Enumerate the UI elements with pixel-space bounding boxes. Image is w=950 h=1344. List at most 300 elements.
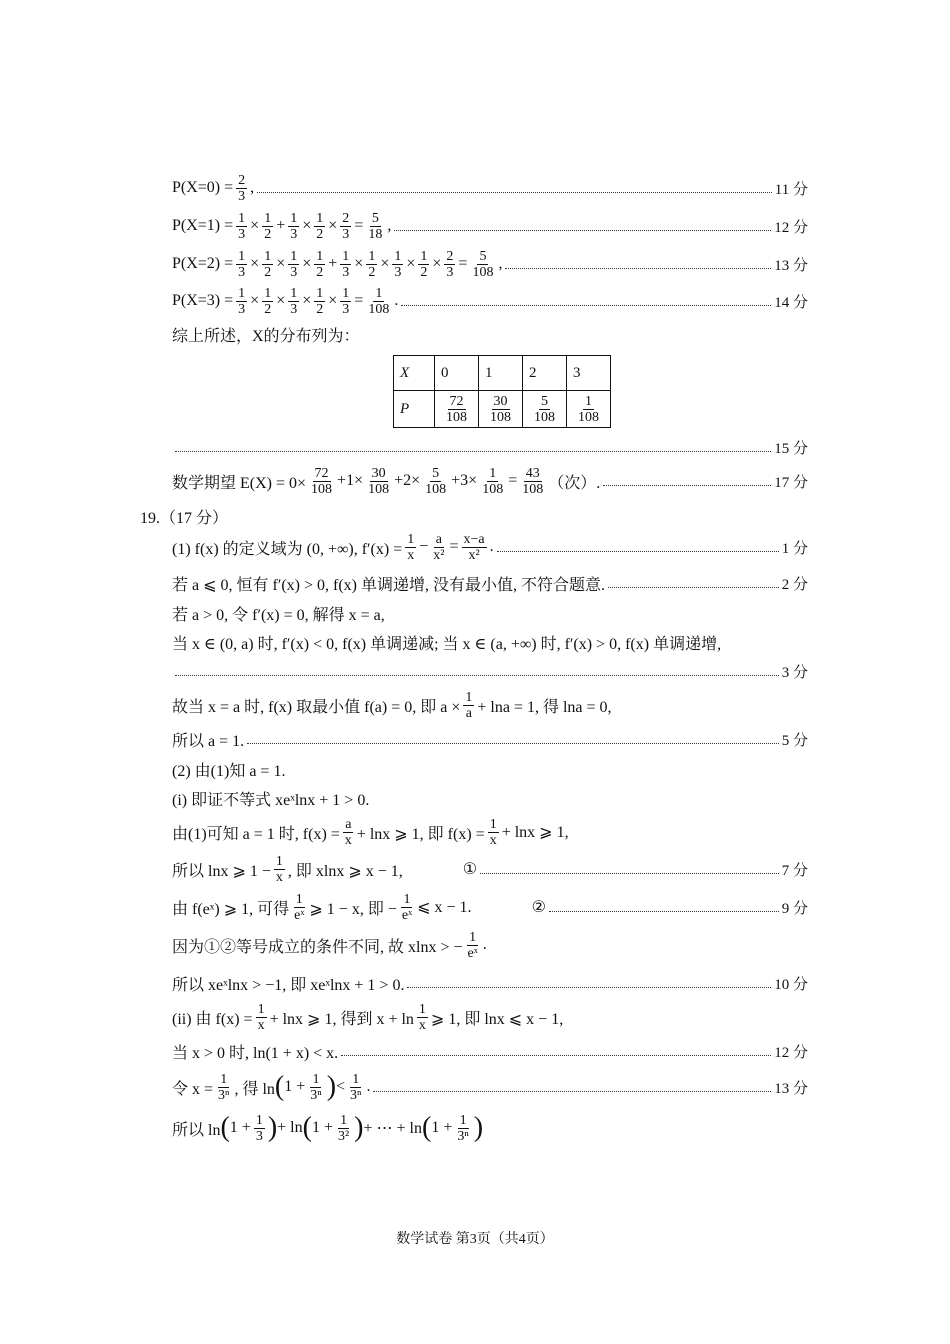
fraction (366, 211, 384, 242)
denominator: 2 (420, 264, 428, 280)
math-text: = (458, 255, 468, 272)
fraction (463, 690, 474, 721)
score-label: 5 分 (781, 732, 808, 749)
numerator: 1 (585, 393, 592, 409)
math-text: 所以 xeˣlnx > −1, 即 xeˣlnx + 1 > 0. (172, 976, 405, 994)
numerator: 2 (446, 248, 454, 264)
solution-line (172, 965, 808, 1001)
denominator: 3 (290, 301, 298, 317)
math-text: × (250, 292, 260, 309)
line-content (172, 602, 385, 625)
line-content (172, 728, 244, 751)
math-text: + lnx ⩾ 1, (501, 824, 569, 841)
fraction (444, 249, 455, 280)
line-content (172, 854, 403, 885)
fraction (392, 249, 403, 280)
fraction (418, 249, 429, 280)
fraction (340, 211, 351, 242)
fraction (254, 1113, 265, 1144)
numerator: 1 (368, 248, 376, 264)
numerator: a (345, 816, 352, 832)
math-text: P(X=1) = (172, 217, 234, 234)
fraction (308, 1072, 323, 1103)
denominator: 2 (264, 226, 272, 242)
math-text: < (336, 1078, 346, 1095)
line-content (172, 1072, 370, 1103)
fraction (488, 817, 499, 848)
numerator: 1 (238, 285, 246, 301)
line-content (172, 323, 360, 346)
numerator: 30 (493, 393, 508, 409)
score-label: 17 分 (774, 474, 808, 491)
denominator: 108 (472, 264, 494, 280)
denominator: 3 (290, 264, 298, 280)
numerator: 72 (314, 465, 329, 481)
denominator: 108 (425, 481, 447, 497)
solution-line (172, 687, 808, 723)
fraction (576, 394, 601, 425)
table-cell: 2 (523, 356, 567, 391)
solution-line (172, 246, 808, 282)
numerator: 1 (290, 285, 298, 301)
numerator: 1 (394, 248, 402, 264)
denominator: 108 (534, 409, 555, 425)
math-text: P(X=0) = (172, 179, 234, 196)
line-content (172, 173, 254, 204)
line-content (172, 1002, 563, 1033)
fraction (455, 1113, 470, 1144)
math-text: 因为①②等号成立的条件不同, 故 xlnx > − (172, 938, 463, 956)
table-cell (435, 391, 479, 428)
fraction (236, 286, 247, 317)
math-text: + lnx ⩾ 1, 即 f(x) = (356, 825, 485, 843)
fraction (314, 286, 325, 317)
math-text: + ⋯ + ln (363, 1120, 422, 1137)
math-text: 1 + (311, 1119, 333, 1136)
fraction (417, 1002, 428, 1033)
denominator: 18 (368, 226, 383, 242)
solution-line (172, 1033, 808, 1069)
denominator: 3 (342, 264, 350, 280)
math-text: 1 + (431, 1119, 453, 1136)
numerator: 1 (407, 531, 415, 547)
numerator: 1 (220, 1071, 228, 1087)
table-cell: 0 (435, 356, 479, 391)
denominator: 3 (255, 1128, 263, 1144)
math-text: (1) f(x) 的定义域为 (0, +∞), f′(x) = (172, 540, 403, 558)
denominator: 3 (394, 264, 402, 280)
line-content (172, 1040, 338, 1063)
equation-marker: ① (462, 861, 478, 878)
table-cell: X (394, 356, 435, 391)
line-content (172, 631, 721, 654)
table-cell (523, 391, 567, 428)
math-text: × (302, 255, 312, 272)
math-text: ⩾ 1 − x, 即 − (309, 900, 397, 918)
math-text: ⩽ x − 1. (417, 899, 472, 916)
numerator: 1 (403, 891, 411, 907)
math-text: = (354, 292, 364, 309)
denominator: x (275, 869, 283, 885)
math-text: , (387, 217, 392, 234)
denominator: x² (433, 547, 445, 563)
math-text: +2× (394, 472, 421, 489)
math-text: × (302, 292, 312, 309)
bracket: ( (422, 1112, 432, 1143)
page-footer: 数学试卷 第3页（共4页） (396, 1232, 554, 1247)
denominator: 3 (446, 264, 454, 280)
dot-leader (401, 304, 771, 306)
math-text: 1 + (229, 1119, 251, 1136)
equation-marker: ② (531, 899, 546, 916)
denominator: 108 (490, 409, 511, 425)
line-content (172, 466, 600, 497)
math-text: （次）. (548, 474, 601, 492)
denominator: 3² (337, 1128, 350, 1144)
math-text: 由(1)可知 a = 1 时, f(x) = (172, 825, 340, 843)
table-cell (567, 391, 611, 428)
numerator: 30 (371, 465, 386, 481)
denominator: 2 (264, 264, 272, 280)
numerator: 1 (257, 1001, 265, 1017)
dot-leader (480, 872, 779, 874)
dot-leader (608, 586, 779, 588)
fraction (314, 249, 325, 280)
math-text: = (508, 472, 518, 489)
denominator: x (418, 1017, 426, 1033)
dot-leader (373, 1090, 771, 1092)
math-text: 所以 ln (172, 1121, 221, 1139)
solution-line (172, 780, 808, 816)
fraction (262, 249, 273, 280)
score-label: 12 分 (774, 1044, 808, 1061)
numerator: 1 (489, 465, 497, 481)
math-text: P(X=3) = (172, 292, 234, 309)
solution-line (172, 429, 808, 465)
math-text: 19.（17 分） (140, 509, 229, 527)
bracket: ( (302, 1112, 312, 1143)
line-content (172, 930, 487, 961)
denominator: 108 (368, 481, 390, 497)
numerator: 1 (295, 891, 303, 907)
math-text: 数学期望 E(X) = 0× (172, 474, 307, 492)
denominator: 108 (311, 481, 333, 497)
numerator: 1 (264, 285, 272, 301)
math-text: × (380, 255, 390, 272)
math-text: + (328, 255, 338, 272)
dot-leader (549, 910, 779, 912)
score-label: 11 分 (774, 181, 808, 198)
fraction (400, 892, 414, 923)
numerator: 1 (342, 285, 350, 301)
fraction (366, 249, 377, 280)
solution-line (172, 889, 808, 925)
math-text: 当 x > 0 时, ln(1 + x) < x. (172, 1044, 339, 1062)
denominator: 108 (522, 481, 544, 497)
numerator: 2 (238, 172, 246, 188)
denominator: 3 (342, 226, 350, 242)
numerator: 1 (375, 285, 383, 301)
math-text: × (276, 292, 286, 309)
denominator: eˣ (401, 907, 413, 923)
denominator: 3 (238, 226, 246, 242)
math-text: × (406, 255, 416, 272)
denominator: 2 (316, 301, 324, 317)
numerator: 1 (290, 210, 298, 226)
denominator: 2 (264, 301, 272, 317)
table-cell: P (394, 391, 435, 428)
dot-leader (407, 986, 771, 988)
dot-leader (257, 191, 772, 193)
math-text: = (354, 217, 364, 234)
math-text: , (498, 255, 503, 272)
fraction (343, 817, 354, 848)
fraction (470, 249, 495, 280)
fraction (262, 211, 273, 242)
fraction (236, 249, 247, 280)
denominator: 3 (342, 301, 350, 317)
fraction (480, 466, 505, 497)
score-label: 14 分 (774, 294, 808, 311)
math-text: × (250, 217, 260, 234)
math-text: × (432, 255, 442, 272)
denominator: 3 (238, 188, 246, 204)
math-text: (ii) 由 f(x) = (172, 1010, 253, 1028)
score-label: 2 分 (781, 576, 808, 593)
line-content (172, 249, 502, 280)
bracket: ( (220, 1112, 230, 1143)
line-content (172, 532, 494, 563)
denominator: x (344, 832, 352, 848)
fraction (488, 394, 513, 425)
dot-leader (497, 550, 779, 552)
score-label: 1 分 (781, 540, 808, 557)
math-text: − (419, 538, 429, 555)
math-text: 所以 lnx ⩾ 1 − (172, 862, 271, 880)
denominator: 108 (482, 481, 504, 497)
fraction (292, 892, 306, 923)
solution-line (172, 653, 808, 689)
dot-leader (175, 450, 771, 452)
solution-line (172, 463, 808, 499)
numerator: 1 (459, 1112, 467, 1128)
denominator: 108 (446, 409, 467, 425)
fraction (309, 466, 334, 497)
score-label: 13 分 (774, 257, 808, 274)
math-text: . (366, 1078, 371, 1095)
numerator: 1 (316, 248, 324, 264)
solution-line (172, 814, 808, 850)
line-content (172, 758, 285, 781)
numerator: 5 (479, 248, 487, 264)
bracket: ) (354, 1112, 364, 1143)
denominator: 3 (238, 301, 246, 317)
numerator: 5 (541, 393, 548, 409)
bracket: ) (326, 1071, 337, 1102)
math-text: = (449, 538, 459, 555)
fraction (462, 532, 487, 563)
table-cell: 1 (479, 356, 523, 391)
solution-line (172, 1110, 808, 1146)
numerator: 1 (238, 210, 246, 226)
denominator: 2 (316, 264, 324, 280)
score-label: 13 分 (774, 1080, 808, 1097)
solution-line (172, 316, 808, 352)
math-text: 所以 a = 1. (172, 732, 245, 750)
fraction (288, 211, 299, 242)
denominator: eˣ (294, 907, 305, 923)
math-text: + (276, 217, 286, 234)
solution-line (172, 851, 808, 887)
line-content (172, 690, 612, 721)
numerator: 1 (238, 248, 246, 264)
dot-leader (505, 267, 771, 269)
fraction (216, 1072, 231, 1103)
numerator: 1 (255, 1112, 263, 1128)
fraction (336, 1113, 351, 1144)
line-content (172, 211, 391, 242)
math-text: , 得 ln (234, 1080, 275, 1098)
math-text: × (302, 217, 312, 234)
solution-line (172, 170, 808, 206)
dot-leader (394, 229, 771, 231)
math-text: . (489, 538, 494, 555)
table-cell (479, 391, 523, 428)
fraction (532, 394, 557, 425)
math-text: (i) 即证不等式 xeˣlnx + 1 > 0. (172, 791, 370, 809)
solution-line (172, 529, 808, 565)
numerator: 1 (465, 689, 473, 705)
table-header-row (394, 356, 611, 391)
numerator: 2 (342, 210, 350, 226)
math-text: 由 f(eˣ) ⩾ 1, 可得 (172, 900, 290, 918)
fraction (256, 1002, 267, 1033)
math-text: ⩾ 1, 即 lnx ⩽ x − 1, (430, 1010, 564, 1028)
numerator: 1 (290, 248, 298, 264)
line-content (172, 1113, 483, 1144)
fraction (274, 854, 285, 885)
math-text: , 即 xlnx ⩾ x − 1, (287, 862, 403, 880)
fraction (466, 930, 480, 961)
math-text: P(X=2) = (172, 255, 234, 272)
numerator: 5 (371, 210, 379, 226)
dot-leader (341, 1054, 771, 1056)
solution-line (172, 208, 808, 244)
fraction (314, 211, 325, 242)
denominator: 2 (368, 264, 376, 280)
score-label: 7 分 (781, 862, 808, 879)
denominator: x (407, 547, 415, 563)
line-content (172, 892, 472, 923)
fraction (444, 394, 469, 425)
fraction (423, 466, 448, 497)
math-text: 若 a > 0, 令 f′(x) = 0, 解得 x = a, (172, 606, 385, 624)
numerator: 1 (340, 1112, 348, 1128)
bracket: ) (267, 1112, 278, 1143)
dot-leader (247, 742, 779, 744)
math-text: 令 x = (172, 1080, 214, 1098)
numerator: 1 (418, 1001, 426, 1017)
math-text: × (328, 292, 338, 309)
numerator: 1 (264, 210, 272, 226)
denominator: 3 (290, 226, 298, 242)
dot-leader (603, 484, 771, 486)
fraction (340, 286, 351, 317)
denominator: 3ⁿ (218, 1087, 230, 1103)
numerator: 1 (312, 1071, 320, 1087)
denominator: x² (468, 547, 480, 563)
math-text: 当 x ∈ (0, a) 时, f′(x) < 0, f(x) 单调递减; 当 x ∈ (a, +∞) 时, f′(x) > 0, f(x) 单调递增, (172, 635, 722, 653)
score-label: 9 分 (781, 900, 808, 917)
denominator: 3ⁿ (350, 1087, 362, 1103)
score-label: 12 分 (774, 219, 808, 236)
denominator: x (257, 1017, 265, 1033)
numerator: 1 (316, 210, 324, 226)
numerator: 1 (420, 248, 428, 264)
fraction (288, 249, 299, 280)
score-label: 3 分 (781, 664, 808, 681)
math-text: + ln (277, 1119, 303, 1136)
math-text: . (482, 936, 487, 953)
numerator: x−a (463, 531, 485, 547)
fraction (236, 211, 247, 242)
numerator: 1 (489, 816, 497, 832)
fraction (520, 466, 545, 497)
line-content (172, 972, 404, 995)
math-text: 综上所述，X的分布列为： (172, 327, 360, 345)
denominator: x (489, 832, 497, 848)
dot-leader (175, 674, 779, 676)
numerator: 1 (469, 929, 477, 945)
numerator: 1 (264, 248, 272, 264)
solution-line (172, 999, 808, 1035)
table-cell: 3 (567, 356, 611, 391)
math-text: × (276, 255, 286, 272)
distribution-table (393, 355, 611, 428)
numerator: 1 (352, 1071, 360, 1087)
math-text: . (394, 292, 399, 309)
math-text: + lna = 1, 得 lna = 0, (477, 698, 612, 716)
math-text: , (250, 179, 255, 196)
solution-line (172, 283, 808, 319)
math-text: × (354, 255, 364, 272)
fraction (236, 173, 247, 204)
math-text: (2) 由(1)知 a = 1. (172, 762, 286, 780)
line-content (172, 787, 369, 810)
fraction (348, 1072, 363, 1103)
fraction (340, 249, 351, 280)
solution-line (172, 1069, 808, 1105)
numerator: 1 (316, 285, 324, 301)
fraction (366, 286, 391, 317)
bracket: ( (274, 1071, 285, 1102)
score-label: 10 分 (774, 976, 808, 993)
math-text: +1× (337, 472, 364, 489)
math-text: 1 + (284, 1078, 306, 1095)
math-text: + lnx ⩾ 1, 得到 x + ln (269, 1010, 414, 1028)
line-content (172, 817, 569, 848)
numerator: 1 (342, 248, 350, 264)
bracket: ) (473, 1112, 484, 1143)
math-text: +3× (451, 472, 478, 489)
numerator: 1 (275, 853, 283, 869)
math-text: × (250, 255, 260, 272)
math-text: 若 a ⩽ 0, 恒有 f′(x) > 0, f(x) 单调递增, 没有最小值, 不符合题意. (172, 576, 606, 594)
line-content (172, 286, 398, 317)
fraction (431, 532, 446, 563)
solution-line (172, 927, 808, 963)
denominator: 108 (368, 301, 390, 317)
